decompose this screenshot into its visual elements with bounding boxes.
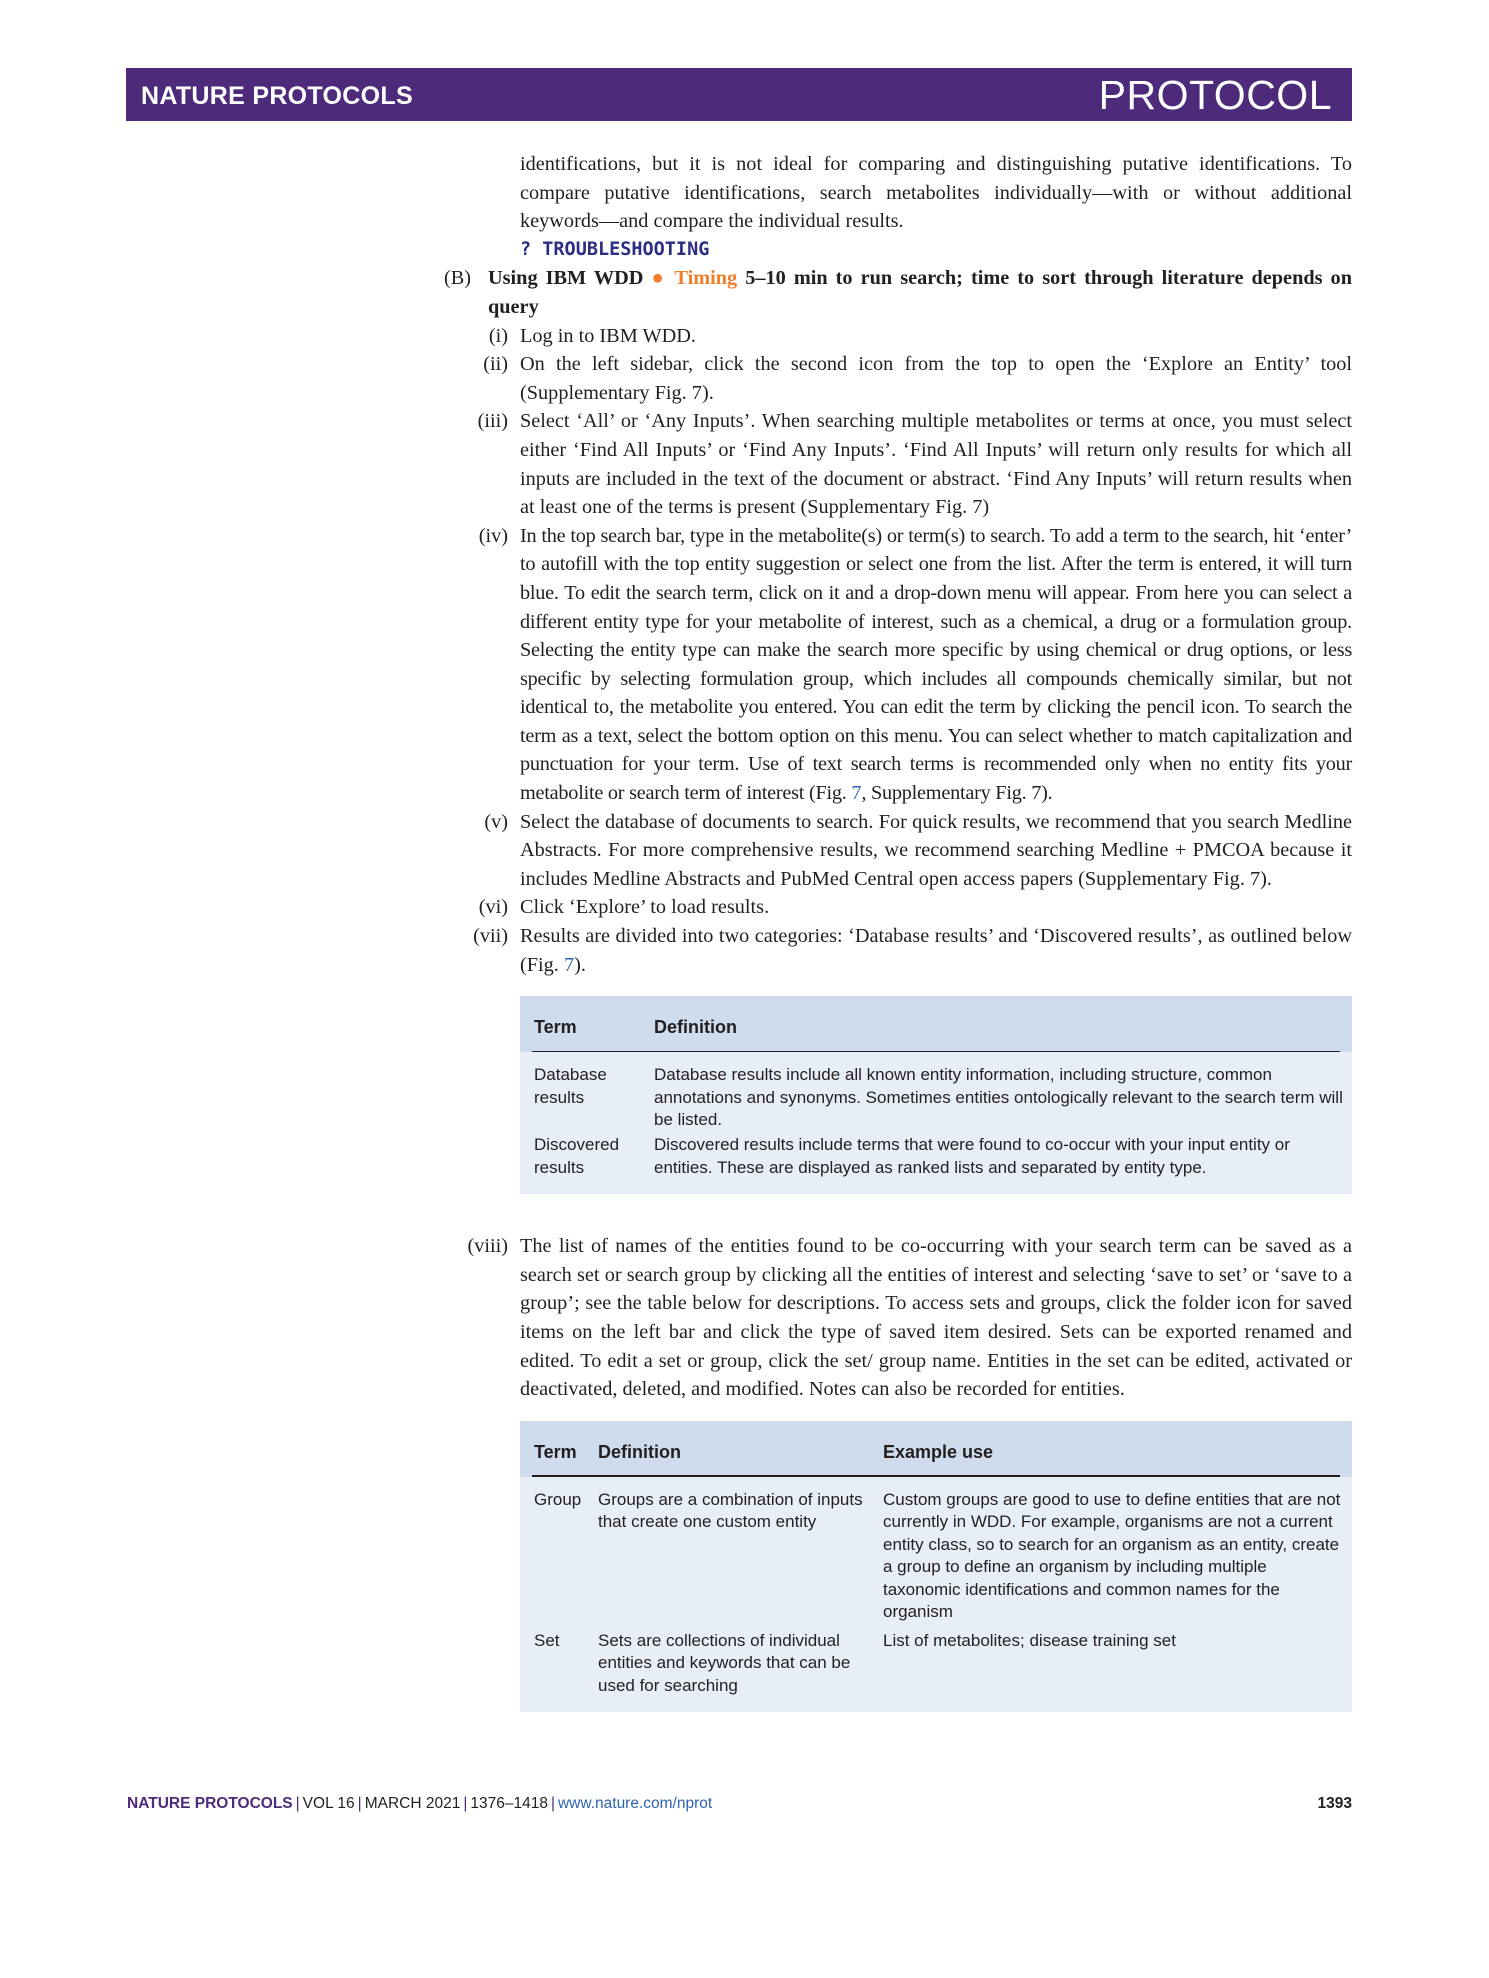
substep-text: Click ‘Explore’ to load results.: [520, 896, 770, 919]
substep-vii: (vii) Results are divided into two categories: ‘Database results’ and ‘Discovered results’, as outlined below (Fig. 7).: [473, 925, 1352, 976]
figure-link[interactable]: 7: [851, 782, 862, 805]
article-type: PROTOCOL: [1098, 72, 1332, 118]
step-b-title: Using IBM WDD: [488, 267, 644, 290]
page-number: 1393: [1317, 1795, 1352, 1812]
step-b-label: (B): [444, 267, 472, 290]
page-footer: NATURE PROTOCOLS | VOL 16 | MARCH 2021 | 1376–1418 | www.nature.com/nprot 1393: [127, 1795, 1352, 1812]
column-header: Term: [534, 1441, 577, 1462]
intro-paragraph: identifications, but it is not ideal for comparing and distinguishing putative identifications. To compare putative identifications, search metabolites individually—with or without additional keywords—and compare the individual results.: [520, 153, 1352, 233]
substep-text: Select ‘All’ or ‘Any Inputs’. When searching multiple metabolites or terms at once, you must select either ‘Find All Inputs’ or ‘Find Any Inputs’. ‘Find All Inputs’ will return only results for which all inputs are included in the text of the document or abstract. ‘Find Any Inputs’ will return results when at least one of the terms is present (Supplementary Fig. 7): [520, 410, 1352, 519]
timing-text: 5–10 min to run search; time to sort through literature depends on query: [488, 267, 1352, 318]
results-table: [520, 996, 1352, 1194]
column-header: Definition: [598, 1441, 681, 1462]
table-header: [520, 1421, 1352, 1477]
footer-date: MARCH 2021: [364, 1795, 461, 1812]
journal-header-bar: [126, 68, 1352, 121]
substep-v: (v) Select the database of documents to search. For quick results, we recommend that you search Medline Abstracts. For more comprehensive results, we recommend searching Medline + PMCOA because it includes Medline Abstracts and PubMed Central open access papers (Supplementary Fig. 7).: [484, 810, 1352, 890]
timing-label: Timing: [674, 267, 738, 290]
footer-pages: 1376–1418: [470, 1795, 548, 1812]
column-header: Example use: [883, 1441, 994, 1462]
substep-text: Select the database of documents to search. For quick results, we recommend that you search Medline Abstracts. For more comprehensive results, we recommend searching Medline + PMCOA because it includes Medline Abstracts and PubMed Central open access papers (Supplementary Fig. 7).: [520, 810, 1352, 890]
journal-name: NATURE PROTOCOLS: [141, 82, 413, 110]
footer-journal: NATURE PROTOCOLS: [127, 1795, 293, 1812]
saved-items-table: [520, 1421, 1352, 1712]
table-header: [520, 996, 1352, 1052]
step-b: [444, 264, 1352, 321]
substep-text: The list of names of the entities found to be co-occurring with your search term can be saved as a search set or search group by clicking all the entities of interest and selecting ‘save to set’ or ‘save to a group’; see the table below for descriptions. To access sets and groups, click the folder icon for saved items on the left bar and click the type of saved item desired. Sets can be exported renamed and edited. To edit a set or group, click the set/ group name. Entities in the set can be edited, activated or deactivated, deleted, and modified. Notes can also be recorded for entities.: [520, 1235, 1352, 1401]
table-row: Set Sets are collections of individual entities and keywords that can be used for searching List of metabolites; disease training set: [534, 1630, 1176, 1695]
figure-link[interactable]: 7: [563, 953, 575, 976]
table-row: Group Groups are a combination of inputs that create one custom entity Custom groups are good to use to define entities that are not currently in WDD. For example, organisms are not a current entity class, so to search for an organism as an entity, create a group to define an organism by including multiple taxonomic identifications and common names for the organism: [534, 1489, 1341, 1622]
footer-url[interactable]: www.nature.com/nprot: [557, 1795, 713, 1812]
timing-dot-icon: ●: [651, 267, 667, 290]
substep-text: On the left sidebar, click the second icon from the top to open the ‘Explore an Entity’ tool (Supplementary Fig. 7).: [520, 353, 1352, 404]
substep-text: Log in to IBM WDD.: [520, 324, 696, 347]
footer-volume: VOL 16: [302, 1795, 355, 1812]
substep-iv: (iv) In the top search bar, type in the metabolite(s) or term(s) to search. To add a term to the search, hit ‘enter’ to autofill with the top entity suggestion or select one from the list. After the term is entered, it will turn blue. To edit the search term, click on it and a drop-down menu will appear. From here you can select a different entity type for your metabolite of interest, such as a chemical, a drug or a formulation group. Selecting the entity type can make the search more specific by using chemical or drug options, or less specific by selecting formulation group, which includes all compounds chemically similar, but not identical to, the metabolite you entered. You can edit the term by clicking the pencil icon. To search the term as a text, select the bottom option on this menu. You can select whether to match capitalization and punctuation for your term. Use of text search terms is recommended only when no entity fits your metabolite or search term of interest (Fig. 7, Supplementary Fig. 7).: [478, 524, 1352, 805]
column-header: Term: [534, 1017, 577, 1038]
column-header: Definition: [654, 1017, 737, 1038]
table-row: Discovered results Discovered results include terms that were found to co-occur with your input entity or entities. These are displayed as ranked lists and separated by entity type.: [534, 1135, 1290, 1177]
substep-viii: (viii) The list of names of the entities found to be co-occurring with your search term can be saved as a search set or search group by clicking all the entities of interest and selecting ‘save to set’ or ‘save to a group’; see the table below for descriptions. To access sets and groups, click the folder icon for saved items on the left bar and click the type of saved item desired. Sets can be exported renamed and edited. To edit a set or group, click the set/ group name. Entities in the set can be edited, activated or deactivated, deleted, and modified. Notes can also be recorded for entities.: [467, 1235, 1352, 1401]
troubleshooting-link[interactable]: ? TROUBLESHOOTING: [520, 238, 710, 260]
article-body: [444, 150, 1352, 1712]
substep-ii: (ii) On the left sidebar, click the second icon from the top to open the ‘Explore an Entity’ tool (Supplementary Fig. 7).: [483, 353, 1352, 404]
substep-vi: (vi) Click ‘Explore’ to load results.: [478, 896, 770, 919]
substep-iii: (iii) Select ‘All’ or ‘Any Inputs’. When searching multiple metabolites or terms at once, you must select either ‘Find All Inputs’ or ‘Find Any Inputs’. ‘Find All Inputs’ will return only results for which all inputs are included in the text of the document or abstract. ‘Find Any Inputs’ will return results when at least one of the terms is present (Supplementary Fig. 7): [477, 410, 1352, 519]
substep-i: (i) Log in to IBM WDD.: [488, 324, 696, 347]
table-row: Database results Database results include all known entity information, including structure, common annotations and synonyms. Sometimes entities ontologically relevant to the search term will be listed.: [534, 1065, 1343, 1130]
